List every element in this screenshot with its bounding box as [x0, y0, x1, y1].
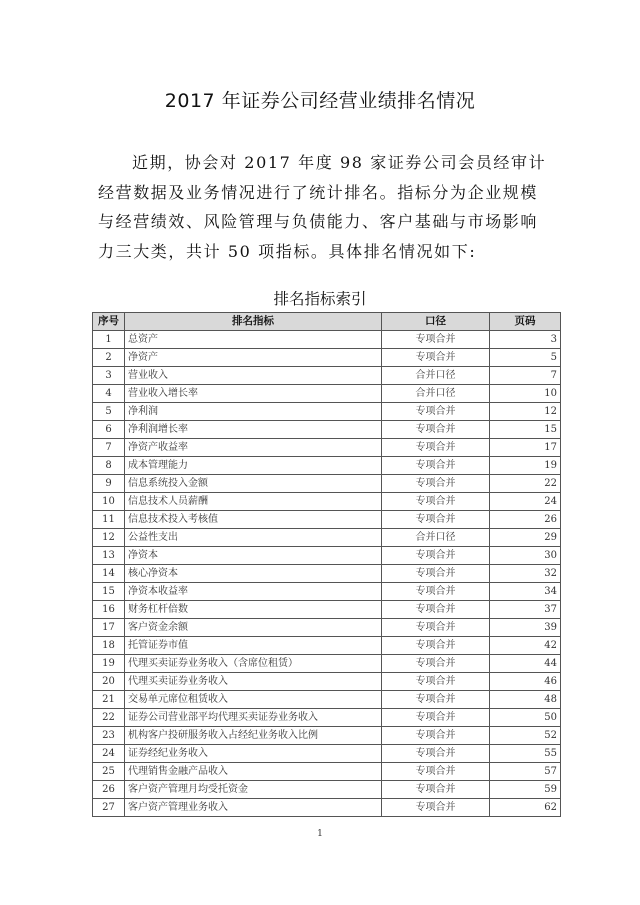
table-title: 排名指标索引 [273, 290, 367, 308]
page-number: 1 [317, 829, 323, 839]
table-row [93, 799, 561, 817]
row-indicator: 机构客户投研服务收入占经纪业务收入比例 [125, 727, 382, 745]
row-page: 22 [490, 475, 561, 493]
row-page: 39 [490, 619, 561, 637]
row-page: 19 [490, 457, 561, 475]
row-page: 34 [490, 583, 561, 601]
table-row [93, 367, 561, 385]
table-row [93, 709, 561, 727]
table-row [93, 331, 561, 349]
header-indicator: 排名指标 [125, 313, 382, 331]
table-row [93, 601, 561, 619]
table-row [93, 763, 561, 781]
row-index: 16 [93, 601, 125, 619]
row-indicator: 净资本 [125, 547, 382, 565]
row-indicator: 信息技术投入考核值 [125, 511, 382, 529]
row-indicator: 信息技术人员薪酬 [125, 493, 382, 511]
row-indicator: 净利润增长率 [125, 421, 382, 439]
row-indicator: 信息系统投入金额 [125, 475, 382, 493]
table-row [93, 619, 561, 637]
row-index: 4 [93, 385, 125, 403]
table-row [93, 565, 561, 583]
row-page: 15 [490, 421, 561, 439]
row-scope: 专项合并 [382, 439, 490, 457]
row-indicator: 核心净资本 [125, 565, 382, 583]
table-row [93, 421, 561, 439]
row-index: 3 [93, 367, 125, 385]
row-indicator: 营业收入 [125, 367, 382, 385]
row-indicator: 净资产收益率 [125, 439, 382, 457]
row-index: 17 [93, 619, 125, 637]
row-index: 27 [93, 799, 125, 817]
row-scope: 专项合并 [382, 457, 490, 475]
row-index: 1 [93, 331, 125, 349]
row-indicator: 公益性支出 [125, 529, 382, 547]
row-scope: 合并口径 [382, 529, 490, 547]
table-row [93, 529, 561, 547]
row-index: 13 [93, 547, 125, 565]
row-page: 48 [490, 691, 561, 709]
row-scope: 专项合并 [382, 349, 490, 367]
row-page: 12 [490, 403, 561, 421]
header-scope: 口径 [382, 313, 490, 331]
row-page: 17 [490, 439, 561, 457]
table-row [93, 439, 561, 457]
row-indicator: 托管证券市值 [125, 637, 382, 655]
table-row [93, 583, 561, 601]
row-scope: 专项合并 [382, 637, 490, 655]
row-scope: 专项合并 [382, 583, 490, 601]
row-page: 44 [490, 655, 561, 673]
document-title: 2017 年证券公司经营业绩排名情况 [164, 90, 476, 112]
row-indicator: 净利润 [125, 403, 382, 421]
table-body [93, 331, 561, 817]
row-page: 30 [490, 547, 561, 565]
row-indicator: 财务杠杆倍数 [125, 601, 382, 619]
row-page: 5 [490, 349, 561, 367]
row-scope: 专项合并 [382, 565, 490, 583]
table-row [93, 727, 561, 745]
row-index: 26 [93, 781, 125, 799]
table-row [93, 781, 561, 799]
row-index: 14 [93, 565, 125, 583]
row-page: 29 [490, 529, 561, 547]
row-page: 50 [490, 709, 561, 727]
row-scope: 专项合并 [382, 601, 490, 619]
row-index: 20 [93, 673, 125, 691]
row-indicator: 客户资产管理月均受托资金 [125, 781, 382, 799]
table-row [93, 511, 561, 529]
row-index: 21 [93, 691, 125, 709]
row-page: 57 [490, 763, 561, 781]
row-index: 8 [93, 457, 125, 475]
row-scope: 专项合并 [382, 745, 490, 763]
table-row [93, 655, 561, 673]
table-row [93, 493, 561, 511]
row-indicator: 净资本收益率 [125, 583, 382, 601]
row-indicator: 代理买卖证券业务收入 [125, 673, 382, 691]
row-index: 15 [93, 583, 125, 601]
row-index: 19 [93, 655, 125, 673]
row-index: 12 [93, 529, 125, 547]
row-index: 2 [93, 349, 125, 367]
row-indicator: 代理销售金融产品收入 [125, 763, 382, 781]
row-page: 59 [490, 781, 561, 799]
table-row [93, 745, 561, 763]
row-page: 62 [490, 799, 561, 817]
intro-paragraph-text: 近期，协会对 2017 年度 98 家证券公司会员经审计经营数据及业务情况进行了统计排名。指标分为企业规模与经营绩效、风险管理与负债能力、客户基础与市场影响力三大类，共计 50 项指标。具体排名情况如下: [98, 153, 547, 261]
row-indicator: 净资产 [125, 349, 382, 367]
row-scope: 专项合并 [382, 511, 490, 529]
row-index: 9 [93, 475, 125, 493]
row-indicator: 客户资金余额 [125, 619, 382, 637]
table-row [93, 673, 561, 691]
row-scope: 专项合并 [382, 475, 490, 493]
row-page: 26 [490, 511, 561, 529]
row-scope: 专项合并 [382, 403, 490, 421]
header-page: 页码 [490, 313, 561, 331]
row-page: 3 [490, 331, 561, 349]
row-indicator: 证券公司营业部平均代理买卖证券业务收入 [125, 709, 382, 727]
row-indicator: 代理买卖证券业务收入（含席位租赁） [125, 655, 382, 673]
table-header-row [93, 313, 561, 331]
row-indicator: 客户资产管理业务收入 [125, 799, 382, 817]
row-scope: 专项合并 [382, 727, 490, 745]
row-page: 42 [490, 637, 561, 655]
row-scope: 专项合并 [382, 709, 490, 727]
row-page: 32 [490, 565, 561, 583]
row-index: 18 [93, 637, 125, 655]
row-index: 6 [93, 421, 125, 439]
row-index: 11 [93, 511, 125, 529]
row-page: 7 [490, 367, 561, 385]
row-indicator: 营业收入增长率 [125, 385, 382, 403]
row-page: 37 [490, 601, 561, 619]
row-scope: 专项合并 [382, 547, 490, 565]
row-page: 55 [490, 745, 561, 763]
row-scope: 专项合并 [382, 799, 490, 817]
row-page: 10 [490, 385, 561, 403]
row-index: 7 [93, 439, 125, 457]
row-scope: 合并口径 [382, 367, 490, 385]
ranking-index-table [92, 312, 561, 817]
row-scope: 专项合并 [382, 781, 490, 799]
table-row [93, 349, 561, 367]
table-row [93, 691, 561, 709]
intro-paragraph [98, 148, 553, 266]
row-index: 10 [93, 493, 125, 511]
table-row [93, 637, 561, 655]
row-scope: 专项合并 [382, 421, 490, 439]
row-page: 52 [490, 727, 561, 745]
row-index: 23 [93, 727, 125, 745]
table-row [93, 403, 561, 421]
table-row [93, 385, 561, 403]
row-indicator: 交易单元席位租赁收入 [125, 691, 382, 709]
row-scope: 专项合并 [382, 619, 490, 637]
row-indicator: 证券经纪业务收入 [125, 745, 382, 763]
table-row [93, 475, 561, 493]
row-index: 22 [93, 709, 125, 727]
header-index: 序号 [93, 313, 125, 331]
table-row [93, 547, 561, 565]
row-index: 24 [93, 745, 125, 763]
row-scope: 专项合并 [382, 655, 490, 673]
row-scope: 专项合并 [382, 493, 490, 511]
row-indicator: 总资产 [125, 331, 382, 349]
table-row [93, 457, 561, 475]
row-index: 5 [93, 403, 125, 421]
row-scope: 专项合并 [382, 331, 490, 349]
row-scope: 专项合并 [382, 763, 490, 781]
row-scope: 专项合并 [382, 691, 490, 709]
row-page: 46 [490, 673, 561, 691]
row-indicator: 成本管理能力 [125, 457, 382, 475]
row-index: 25 [93, 763, 125, 781]
row-scope: 合并口径 [382, 385, 490, 403]
row-scope: 专项合并 [382, 673, 490, 691]
row-page: 24 [490, 493, 561, 511]
